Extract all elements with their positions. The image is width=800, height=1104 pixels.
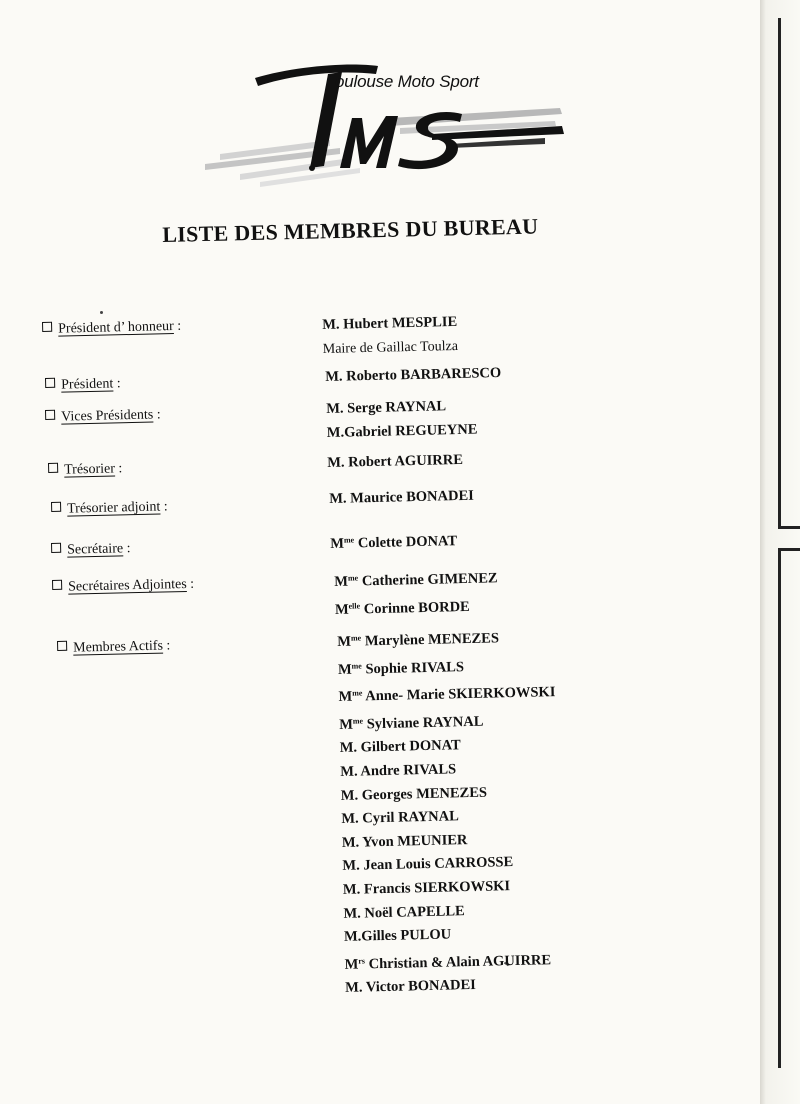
checkbox-bullet-icon [42,322,52,332]
section-label-colon: : [186,576,195,592]
title-superscript: rs [358,956,366,966]
section-label-colon: : [122,541,131,557]
member-name-text: M. Roberto BARBARESCO [325,365,502,385]
checkbox-bullet-icon [51,543,61,553]
section-label-colon: : [173,318,182,335]
section-label-colon: : [153,407,161,423]
section-label [42,319,181,338]
title-superscript: me [350,633,362,643]
section-label [57,638,171,657]
member-name [326,395,477,422]
member-name-text: M. Yvon MEUNIER [341,831,468,851]
member-name-text: Anne- Marie SKIERKOWSKI [365,684,556,705]
member-name-text: M.Gilles PULOU [343,926,452,946]
section-label [45,407,161,426]
member-name-text: M. Maurice BONADEI [329,487,474,507]
member-name-text: M. Victor BONADEI [345,977,476,997]
member-name-text: M. Francis SIERKOWSKI [342,878,511,898]
member-name-text: M. Andre RIVALS [340,761,457,780]
section-label [48,461,123,479]
member-names [337,622,562,1001]
section-label-text: Trésorier adjoint [66,499,161,517]
title-prefix: M [337,633,352,650]
member-name [335,591,499,622]
member-names [322,311,458,361]
checkbox-bullet-icon [52,580,62,590]
section-label-colon: : [162,638,171,654]
member-name-text: M. Gilbert DONAT [339,737,461,757]
member-name-text: M. Robert AGUIRRE [327,451,464,471]
member-name-text: Sylviane RAYNAL [366,713,484,733]
section-label [45,376,121,394]
member-name [345,972,562,1001]
title-prefix: M [334,573,349,590]
title-superscript: me [351,661,362,671]
section-label-colon: : [160,499,168,515]
member-name-text: Corinne BORDE [363,598,470,617]
member-name [334,563,498,594]
member-name [322,311,458,338]
member-name-text: Colette DONAT [357,533,458,552]
checkbox-bullet-icon [45,378,55,388]
member-name [338,677,555,710]
section-label-text: Vices Présidents [60,407,154,425]
title-superscript: me [347,573,359,583]
member-name [344,945,561,978]
member-names [329,485,474,512]
member-name [327,449,463,476]
section-label-text: Trésorier [63,461,116,478]
checkbox-bullet-icon [48,463,58,473]
member-name [325,362,502,390]
section-label-colon: : [114,461,123,477]
title-prefix: M [334,601,349,618]
title-superscript: me [352,688,363,698]
member-name [329,485,474,512]
member-name-text: Catherine GIMENEZ [361,570,498,590]
member-name-text: M. Serge RAYNAL [326,398,447,417]
member-name-text: M.Gabriel REGUEYNE [326,421,478,441]
member-names [325,362,502,390]
section-label-colon: : [113,376,121,392]
section-label [52,577,194,596]
member-name-text: Marylène MENEZES [364,630,500,650]
adjacent-page-edge [760,0,800,1104]
member-name-text: M. Jean Louis CARROSSE [342,854,514,875]
member-name-text: M. Georges MENEZES [340,784,488,804]
member-name-text: M. Hubert MESPLIE [322,313,458,333]
member-name-text: Sophie RIVALS [365,658,465,677]
section-label-text: Président [60,376,114,393]
member-names [330,526,457,556]
member-names [327,449,463,476]
section-label [51,541,131,559]
checkbox-bullet-icon [51,502,61,512]
member-name [327,418,478,445]
member-name-text: Maire de Gaillac Toulza [322,338,459,357]
section-label [51,499,168,518]
logo-subtitle: oulouse Moto Sport [335,72,479,91]
title-superscript: me [343,535,355,545]
member-names [334,563,498,622]
section-label-text: Secrétaires Adjointes [67,576,187,595]
section-label-text: Membres Actifs [72,638,164,656]
section-label-text: Secrétaire [66,541,124,558]
member-name [330,526,457,556]
member-names [326,395,478,446]
title-prefix: M [344,956,359,973]
member-name-text: Christian & Alain AGUIRRE [368,951,552,973]
checkbox-bullet-icon [57,641,67,651]
member-role-note [323,335,459,362]
title-superscript: me [352,716,364,726]
member-name-text: M. Cyril RAYNAL [341,808,459,828]
title-prefix: M [330,535,345,552]
checkbox-bullet-icon [45,410,55,420]
page-title: LISTE DES MEMBRES DU BUREAU [162,213,539,247]
member-name-text: M. Noël CAPELLE [343,902,465,922]
title-prefix: M [338,688,353,706]
title-prefix: M [339,716,354,733]
title-superscript: elle [348,601,361,611]
title-prefix: M [337,661,352,678]
section-label-text: Président d’ honneur [57,319,174,337]
